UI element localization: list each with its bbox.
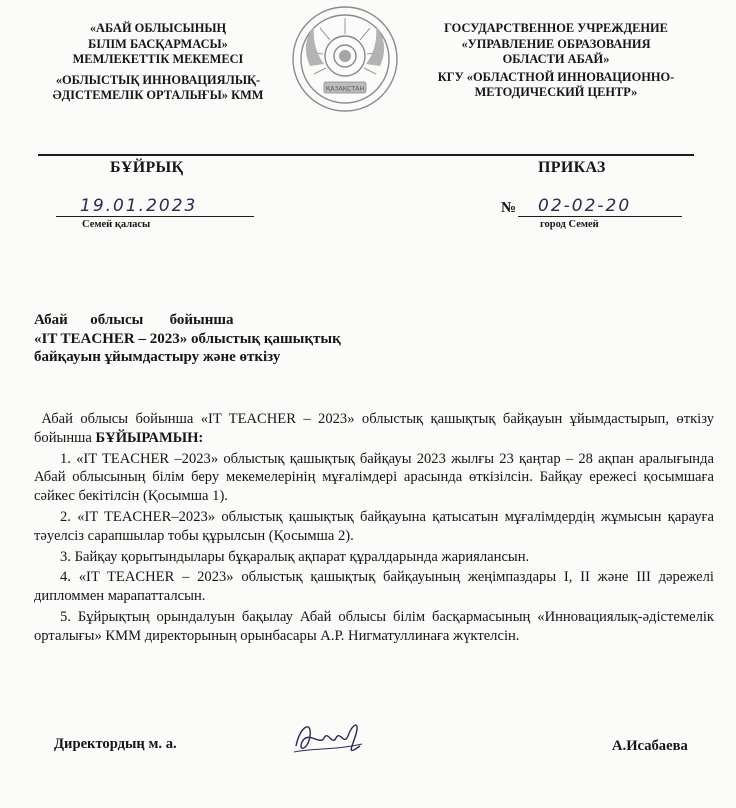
order-word-ru: ПРИКАЗ [538,159,606,176]
header-right-line: МЕТОДИЧЕСКИЙ ЦЕНТР» [474,85,638,99]
order-item: 3. Байқау қорытындылары бұқаралық ақпарат құралдарында жариялансын. [60,548,530,565]
handwritten-signature [290,716,370,762]
number-underline [518,216,682,217]
order-item: 1. «IT TEACHER –2023» облыстық қашықтық байқауы 2023 жылғы 23 қаңтар – 28 ақпан аралығында Абай облысының білім беру мекемелерінің мұғалімдері арасында өткізілсін. Байқау ережесі қосымшаға сәйкес бекітілсін (Қосымша 1). [34,450,714,505]
header-left-line: БІЛІМ БАСҚАРМАСЫ» [88,36,228,51]
city-ru: город Семей [540,219,599,230]
header-left-line: МЕМЛЕКЕТТІК МЕКЕМЕСІ [72,52,244,66]
order-date: 19.01.2023 [80,196,198,216]
header-right-line: ГОСУДАРСТВЕННОЕ УЧРЕЖДЕНИЕ [444,21,668,35]
date-underline [56,216,254,217]
intro-command: БҰЙЫРАМЫН: [95,429,204,446]
title-line: «IT TEACHER – 2023» облыстық қашықтық [34,330,341,347]
title-line: Абай облысы бойынша [34,312,234,328]
header-left [38,21,278,104]
intro-paragraph [34,410,722,448]
document-body [34,410,722,648]
order-item: 4. «IT TEACHER – 2023» облыстық қашықтық байқауының жеңімпаздары I, II және III дәрежелі дипломмен марапатталсын. [34,569,714,605]
order-item: 2. «IT TEACHER–2023» облыстық қашықтық байқауына қатысатын мұғалімдердің жұмысын қарауға тәуелсіз сарапшылар тобы құрылсын (Қосымша 2). [34,508,714,544]
state-emblem [290,4,400,114]
order-item: 5. Бұйрықтың орындалуын бақылау Абай облысы білім басқармасының «Инновациялық-әдістемелік орталығы» КММ директорының орынбасары А.Р. Нигматуллинаға жүктелсін. [34,608,714,644]
order-word-kz: БҰЙРЫҚ [110,159,184,176]
document-title [34,311,434,367]
signatory-position: Директордың м. а. [54,736,177,752]
header-left-line: «ОБЛЫСТЫҚ ИННОВАЦИЯЛЫҚ- [55,72,261,87]
header-right-line: «УПРАВЛЕНИЕ ОБРАЗОВАНИЯ [461,36,651,51]
intro-text: Абай облысы бойынша «IT TEACHER – 2023» облыстық қашықтық байқауын ұйымдастырып, өткізу бойынша [34,411,722,446]
header-right [406,21,706,101]
header-right-line: ОБЛАСТИ АБАЙ» [502,52,610,66]
signatory-name: А.Исабаева [612,738,688,754]
order-number: 02-02-20 [538,196,632,216]
emblem-text: ҚАЗАҚСТАН [325,85,365,93]
title-line: байқауын ұйымдастыру және өткізу [34,349,281,365]
city-kz: Семей қаласы [82,219,151,230]
header-divider [38,154,694,156]
header-right-line: КГУ «ОБЛАСТНОЙ ИННОВАЦИОННО- [437,69,675,84]
header-left-line: «АБАЙ ОБЛЫСЫНЫҢ [89,21,227,35]
header-left-line: ӘДІСТЕМЕЛІК ОРТАЛЫҒЫ» КММ [52,88,264,102]
order-number-prefix: № [501,200,517,216]
